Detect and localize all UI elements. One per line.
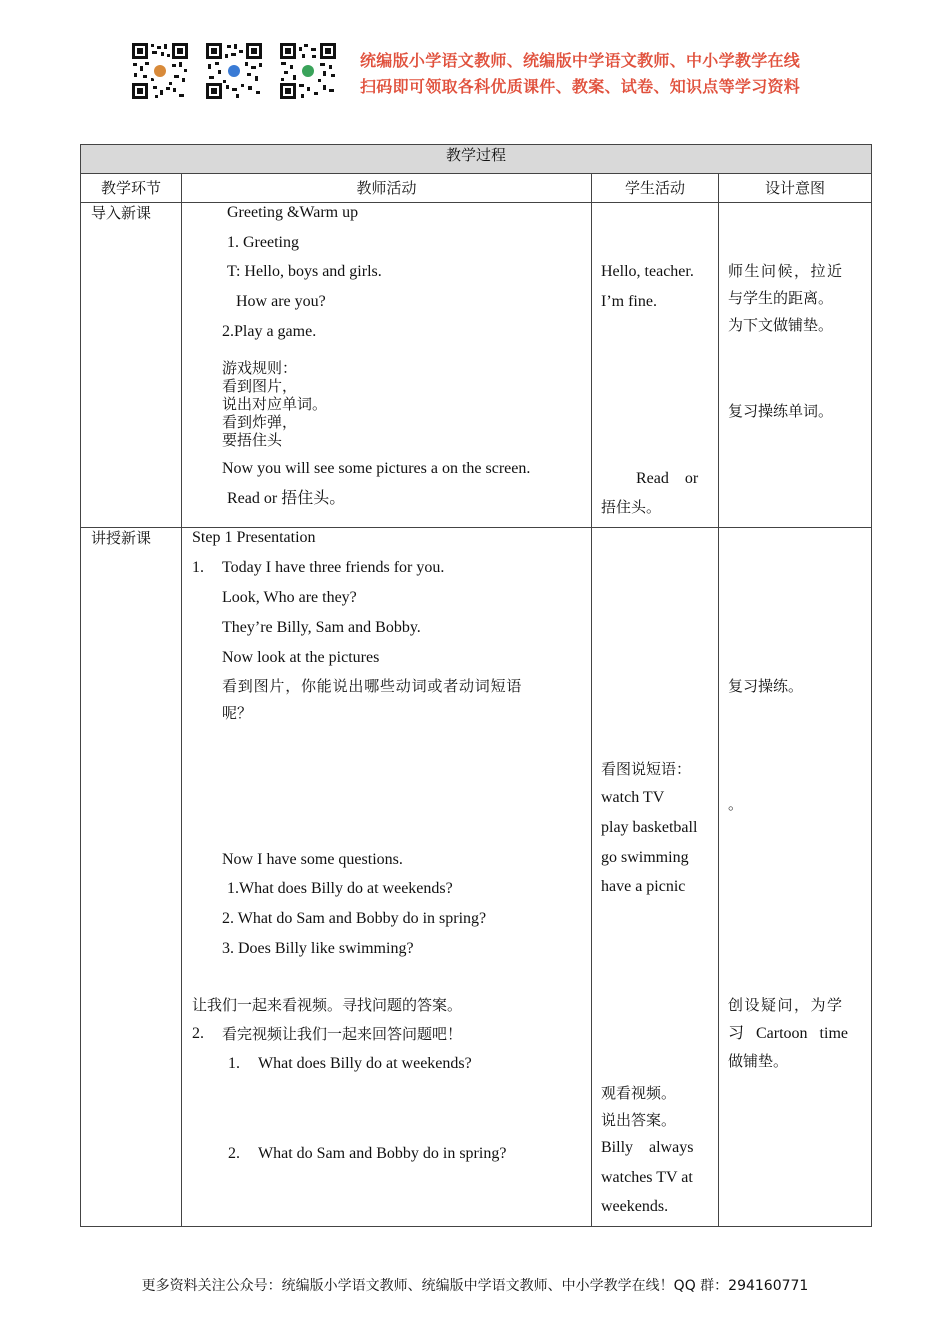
list-number: 2.: [228, 1145, 240, 1162]
teacher-line: 1. Greeting: [227, 234, 299, 251]
teacher-line: Step 1 Presentation: [192, 529, 316, 546]
intent-line: 做铺垫。: [728, 1052, 789, 1070]
teacher-line: 呢？: [222, 704, 253, 722]
student-line: weekends.: [601, 1198, 669, 1215]
design-intent-cell: [719, 528, 872, 1227]
teacher-line: T: Hello, boys and girls.: [227, 263, 382, 280]
page-footer: 更多资料关注公众号：统编版小学语文教师、统编版中学语文教师、中小学教学在线！QQ 群：294160771: [141, 1278, 809, 1294]
intent-line: 复习操练单词。: [728, 402, 834, 420]
question-line: 1.What does Billy do at weekends?: [227, 880, 453, 897]
answer-question-line: What does Billy do at weekends?: [258, 1055, 472, 1072]
answer-question-line: What do Sam and Bobby do in spring?: [258, 1145, 507, 1162]
table-title-row: [81, 145, 872, 174]
question-line: 3. Does Billy like swimming?: [222, 940, 414, 957]
header-stage: 教学环节: [81, 174, 182, 203]
promo-line-2: 扫码即可领取各科优质课件、教案、试卷、知识点等学习资料: [360, 77, 801, 96]
student-line: Read or: [636, 470, 699, 487]
student-activity-cell: [592, 203, 719, 528]
game-rule-line: 说出对应单词。: [222, 395, 328, 413]
intent-line: 。: [728, 795, 744, 813]
teacher-line: 2.Play a game.: [222, 323, 317, 340]
teacher-line: 让我们一起来看视频。寻找问题的答案。: [192, 996, 463, 1014]
student-line: go swimming: [601, 849, 689, 866]
game-rule-line: 看到图片，: [222, 377, 298, 395]
qr-code-2: [205, 42, 263, 100]
teacher-line: Greeting &Warm up: [227, 204, 359, 221]
table-row: [81, 528, 872, 1227]
promo-line-1: 统编版小学语文教师、统编版中学语文教师、中小学教学在线: [360, 51, 801, 70]
game-rule-line: 看到炸弹，: [222, 413, 298, 431]
teaching-process-table: [80, 144, 872, 1227]
teacher-line: 看完视频让我们一起来回答问题吧！: [222, 1025, 463, 1043]
intent-line: 为下文做铺垫。: [728, 316, 834, 334]
teacher-line: Now I have some questions.: [222, 851, 403, 868]
student-line: 看图说短语：: [601, 760, 692, 778]
table-title: 教学过程: [81, 145, 872, 174]
teacher-line: How are you?: [236, 293, 326, 310]
intent-line: 习 Cartoon time: [728, 1025, 848, 1042]
design-intent-cell: [719, 203, 872, 528]
header-teacher-activity: 教师活动: [182, 174, 592, 203]
table-row: [81, 203, 872, 528]
student-line: watches TV at: [601, 1169, 693, 1186]
qr-code-3: [279, 42, 337, 100]
intent-line: 复习操练。: [728, 677, 804, 695]
student-activity-cell: [592, 528, 719, 1227]
intent-line: 与学生的距离。: [728, 289, 834, 307]
teacher-line: Read or 捂住头。: [227, 490, 346, 507]
student-line: 捂住头。: [601, 498, 662, 516]
stage-label: 导入新课: [91, 204, 152, 222]
student-line: 观看视频。: [601, 1084, 677, 1102]
list-number: 2.: [192, 1025, 204, 1042]
stage-cell: [81, 528, 182, 1227]
game-rule-line: 游戏规则：: [222, 359, 298, 377]
intent-line: 创设疑问，为学: [728, 996, 844, 1014]
game-rule-line: 要捂住头: [222, 431, 283, 449]
student-line: play basketball: [601, 819, 698, 836]
page-header: [0, 0, 950, 110]
student-line: 说出答案。: [601, 1111, 677, 1129]
teacher-line: They’re Billy, Sam and Bobby.: [222, 619, 421, 636]
header-design-intent: 设计意图: [719, 174, 872, 203]
teacher-line: Now look at the pictures: [222, 649, 380, 666]
teacher-line: Now you will see some pictures a on the screen.: [222, 460, 531, 477]
list-number: 1.: [192, 559, 204, 576]
teacher-activity-cell: [182, 203, 592, 528]
student-line: Hello, teacher.: [601, 263, 694, 280]
list-number: 1.: [228, 1055, 240, 1072]
teacher-line: Today I have three friends for you.: [222, 559, 445, 576]
qr-code-1: [131, 42, 189, 100]
student-line: watch TV: [601, 789, 665, 806]
teacher-activity-cell: [182, 528, 592, 1227]
student-line: Billy always: [601, 1139, 694, 1156]
student-line: I’m fine.: [601, 293, 657, 310]
header-student-activity: 学生活动: [592, 174, 719, 203]
table-header-row: [81, 174, 872, 203]
student-line: have a picnic: [601, 878, 686, 895]
question-line: 2. What do Sam and Bobby do in spring?: [222, 910, 487, 927]
stage-cell: [81, 203, 182, 528]
stage-label: 讲授新课: [91, 529, 152, 547]
teacher-line: 看到图片，你能说出哪些动词或者动词短语: [222, 677, 523, 695]
intent-line: 师生问候，拉近: [728, 262, 844, 280]
teacher-line: Look, Who are they?: [222, 589, 357, 606]
